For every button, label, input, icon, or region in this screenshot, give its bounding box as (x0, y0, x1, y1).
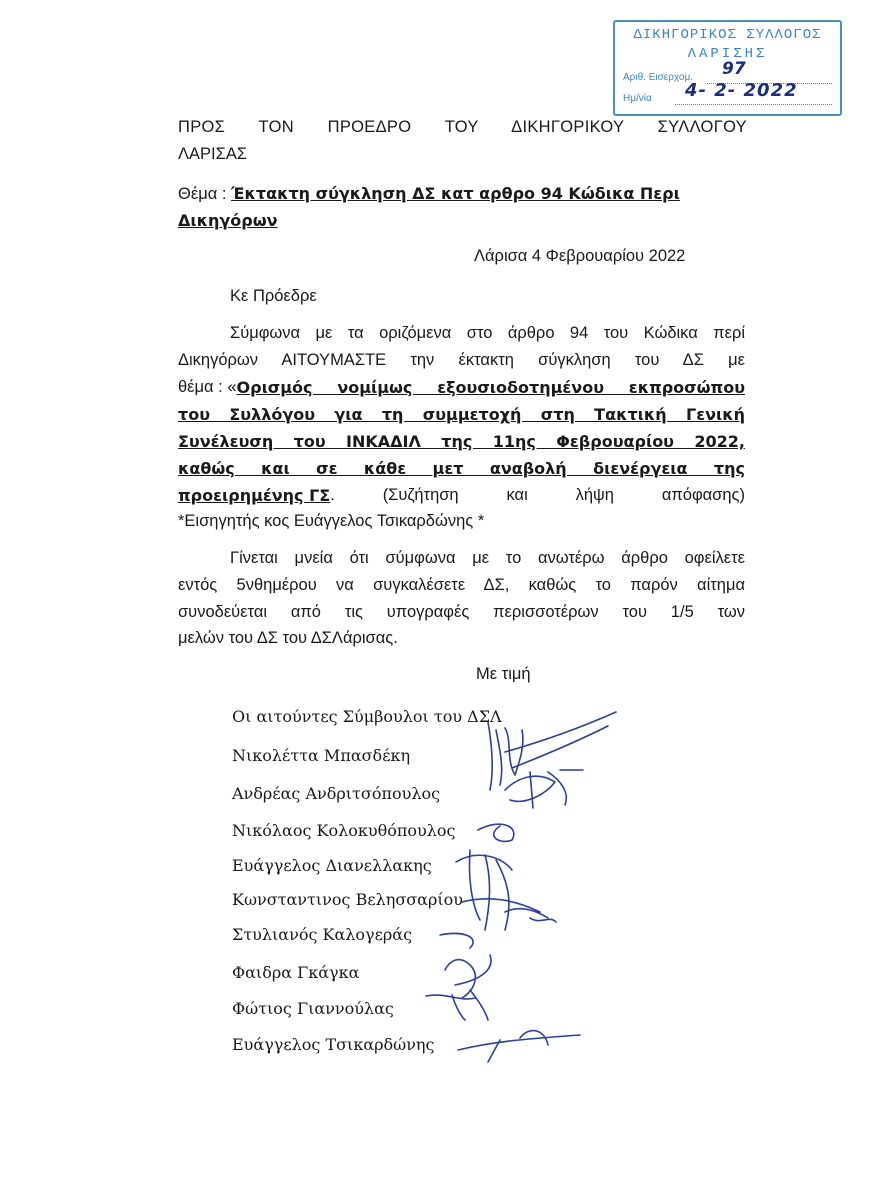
para1-line-5: Συνέλευση του ΙΝΚΑΔΙΛ της 11ης Φεβρουαρίου 2022, (178, 432, 745, 451)
para1-line-1: Σύμφωνα με τα οριζόμενα στο άρθρο 94 του Κώδικα περί (230, 324, 745, 342)
signatory-name: Ανδρέας Ανδριτσόπουλος (232, 784, 441, 803)
subject-text: Έκτακτη σύγκληση ΔΣ κατ αρθρο 94 Κώδικα Περι (231, 184, 680, 203)
para1-line-7: προειρημένης ΓΣ . (Συζήτηση και λήψη απόφασης) (178, 486, 745, 505)
greeting: Κε Πρόεδρε (230, 287, 317, 305)
para2-line-3: συνοδεύεται από τις υπογραφές περισσοτέρων του 1/5 των (178, 603, 745, 621)
signatory-name: Νικολέττα Μπασδέκη (232, 746, 411, 765)
signatory-name: Νικόλαος Κολοκυθόπουλος (232, 821, 456, 840)
document-date: Λάρισα 4 Φεβρουαρίου 2022 (474, 247, 686, 265)
para1-line-3: θέμα : « Ορισμός νομίμως εξουσιοδοτημένου εκπροσώπου (178, 378, 745, 397)
stamp-line-1: ΔΙΚΗΓΟΡΙΚΟΣ ΣΥΛΛΟΓΟΣ (633, 27, 822, 43)
para2-line-1: Γίνεται μνεία ότι σύμφωνα με το ανωτέρω άρθρο οφείλετε (230, 549, 745, 567)
signatory-name: Κωνσταντινος Βελησσαρίου (232, 890, 464, 909)
stamp-date: 4- 2- 2022 (685, 80, 798, 101)
signatory-name: Ευάγγελος Τσικαρδώνης (232, 1035, 435, 1054)
stamp-date-label: Ημ/νία (623, 93, 652, 104)
signatory-name: Ευάγγελος Διανελλακης (232, 856, 432, 875)
signatory-name: Φαιδρα Γκάγκα (232, 963, 360, 982)
stamp-protocol-label: Αριθ. Εισερχομ. (623, 72, 693, 83)
signatories-title: Οι αιτούντες Σύμβουλοι του ΔΣΛ (232, 707, 502, 726)
signatory-name: Στυλιανός Καλογεράς (232, 925, 413, 944)
stamp-dotted-line (675, 104, 832, 105)
protocol-number: 97 (722, 59, 746, 79)
addressee-line-1: ΠΡΟΣ ΤΟΝ ΠΡΟΕΔΡΟ ΤΟΥ ΔΙΚΗΓΟΡΙΚΟΥ ΣΥΛΛΟΓΟΥ (178, 118, 747, 136)
signatory-name: Φώτιος Γιαννούλας (232, 999, 394, 1018)
closing: Με τιμή (476, 665, 531, 683)
para1-line-2: Δικηγόρων ΑΙΤΟΥΜΑΣΤΕ την έκτακτη σύγκληση του ΔΣ με (178, 351, 745, 369)
para2-line-2: εντός 5νθημέρου να συγκαλέσετε ΔΣ, καθώς το παρόν αίτημα (178, 576, 745, 594)
addressee-line-2: ΛΑΡΙΣΑΣ (178, 145, 248, 163)
para2-line-4: μελών του ΔΣ του ΔΣΛάρισας. (178, 629, 398, 647)
stamp-line-2: ΛΑΡΙΣΗΣ (687, 46, 768, 62)
subject-line-1 (178, 184, 680, 204)
para1-line-6: καθώς και σε κάθε μετ αναβολή διενέργεια της (178, 459, 745, 478)
subject-label: Θέμα : (178, 185, 231, 203)
para1-line-8: *Εισηγητής κος Ευάγγελος Τσικαρδώνης * (178, 512, 485, 530)
subject-line-2: Δικηγόρων (178, 211, 278, 230)
para1-line-4: του Συλλόγου για τη συμμετοχή στη Τακτική Γενική (178, 405, 745, 424)
